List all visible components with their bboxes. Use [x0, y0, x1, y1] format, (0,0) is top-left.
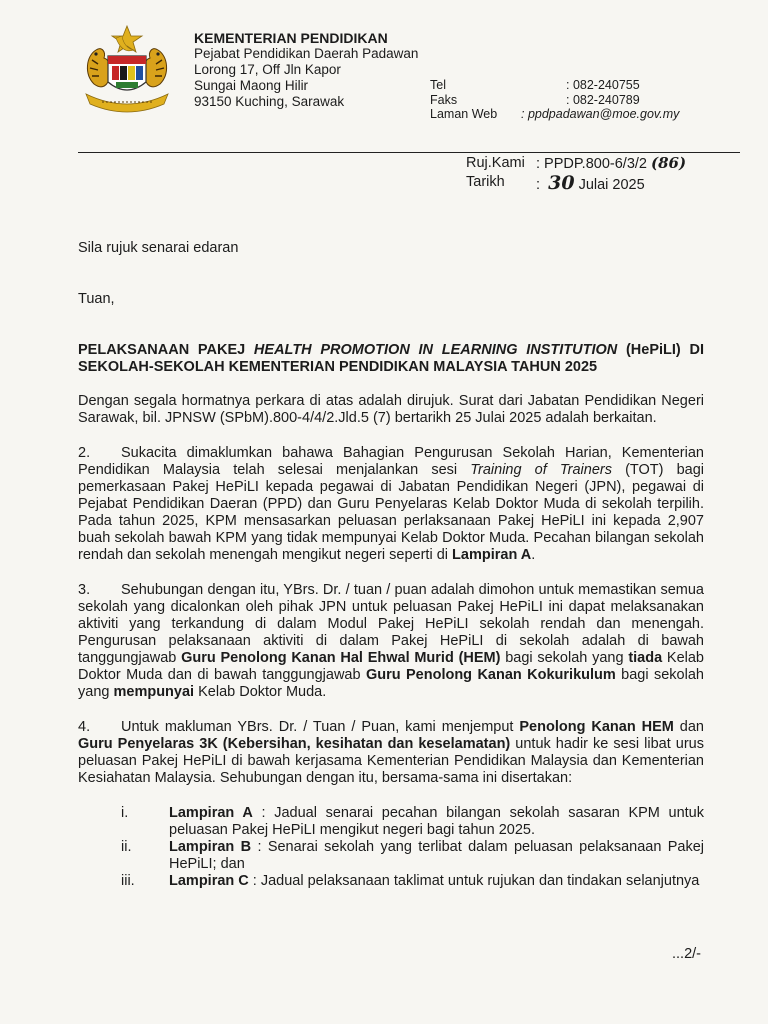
attachment-list — [78, 805, 704, 890]
header-divider — [78, 152, 740, 153]
reference-values — [536, 154, 686, 195]
page-continuation: ...2/- — [672, 946, 702, 962]
tarikh-month-year: Julai 2025 — [578, 177, 645, 193]
ruj-handwritten-number: (86) — [651, 154, 687, 172]
paragraph-1: Dengan segala hormatnya perkara di atas adalah dirujuk. Surat dari Jabatan Pendidikan Negeri Sarawak, bil. JPNSW (SPbM).800-4/4/2.Jld.5 (7) bertarikh 25 Julai 2025 adalah berkaitan. — [78, 393, 704, 426]
address-line: 93150 Kuching, Sarawak — [194, 94, 345, 109]
organization-name: KEMENTERIAN PENDIDIKAN — [194, 30, 388, 46]
crest-shield-icon — [108, 56, 146, 90]
salutation: Tuan, — [78, 291, 115, 307]
website-value: : ppdpadawan@moe.gov.my — [521, 107, 680, 121]
contact-labels — [430, 78, 497, 122]
address-line: Lorong 17, Off Jln Kapor — [194, 62, 341, 77]
recipient-line: Sila rujuk senarai edaran — [78, 240, 239, 256]
fax-label: Faks — [430, 92, 458, 107]
list-item: i. Lampiran A : Jadual senarai pecahan bilangan sekolah sasaran KPM untuk peluasan Pakej HePiLI mengikut negeri bagi tahun 2025. — [121, 805, 704, 838]
tarikh-label: Tarikh — [466, 174, 505, 190]
list-item: iii. Lampiran C : Jadual pelaksanaan taklimat untuk rujukan dan tindakan selanjutnya — [121, 873, 700, 889]
paragraph-3: 3. Sehubungan dengan itu, YBrs. Dr. / tuan / puan adalah dimohon untuk memastikan semua sekolah yang dicalonkan oleh pihak JPN untuk peluasan Pakej HePiLI ini dapat melaksanakan aktiviti yang terkandung di dalam Modul Pakej HePiLI sekolah rendah dan menengah. Pengurusan pelaksanaan aktiviti di dalam Pakej HePiLI di sekolah adalah di bawah tanggungjawab Guru Penolong Kanan Hal Ehwal Murid (HEM) bagi sekolah yang tiada Kelab Doktor Muda dan di bawah tanggungjawab Guru Penolong Kanan Kokurikulum bagi sekolah yang mempunyai Kelab Doktor Muda. — [78, 582, 704, 700]
paragraph-2: 2. Sukacita dimaklumkan bahawa Bahagian Pengurusan Sekolah Harian, Kementerian Pendidikan Malaysia telah selesai menjalankan sesi Training of Trainers (TOT) bagi pemerkasaan Pakej HePiLI kepada pegawai di Jabatan Pendidikan Negeri (JPN), pegawai di Pejabat Pendidikan Daeran (PPD) dan Guru Penyelaras Kelab Doktor Muda di sekolah terpilih. Pada tahun 2025, KPM mensasarkan peluasan perlaksanaan Pakej HePiLI ini kepada 2,907 buah sekolah bawah KPM yang tidak mempunyai Kelab Doktor Muda. Pecahan bilangan sekolah rendah dan sekolah menengah mengikut negeri seperti di Lampiran A. — [78, 445, 704, 563]
crest-left-tiger-icon — [87, 49, 110, 87]
malaysia-coat-of-arms-logo — [72, 24, 182, 114]
letter-body — [78, 240, 704, 890]
website-label: Laman Web — [430, 107, 498, 121]
crest-star-icon — [112, 26, 142, 52]
fax-value: : 082-240789 — [566, 92, 640, 107]
tarikh-colon: : — [536, 177, 541, 193]
crest-right-tiger-icon — [143, 49, 166, 87]
address-line: Pejabat Pendidikan Daerah Padawan — [194, 46, 419, 61]
letterhead — [194, 30, 418, 110]
reference-labels — [466, 154, 525, 192]
crest-ribbon-icon — [86, 94, 168, 112]
paragraph-4: 4. Untuk makluman YBrs. Dr. / Tuan / Puan, kami menjemput Penolong Kanan HEM dan Guru Penyelaras 3K (Kebersihan, kesihatan dan keselamatan) untuk hadir ke sesi libat urus peluasan Pakej HePiLI di bawah kerjasama Kementerian Pendidikan Malaysia dan Kementerian Kesiahatan Malaysia. Sehubungan dengan itu, bersama-sama ini disertakan: — [78, 719, 704, 786]
tel-value: : 082-240755 — [566, 78, 640, 92]
subject-heading: PELAKSANAAN PAKEJ HEALTH PROMOTION IN LEARNING INSTITUTION (HePiLI) DI SEKOLAH-SEKOLAH KEMENTERIAN PENDIDIKAN MALAYSIA TAHUN 2025 — [78, 342, 704, 375]
tel-label: Tel — [430, 78, 446, 92]
ruj-label: Ruj.Kami — [466, 155, 525, 171]
ruj-value: : PPDP.800-6/3/2 — [536, 156, 647, 172]
contact-values — [521, 78, 724, 122]
list-item: ii. Lampiran B : Senarai sekolah yang terlibat dalam peluasan pelaksanaan Pakej HePiLI; dan — [121, 839, 705, 872]
tarikh-handwritten-day: 30 — [548, 172, 575, 194]
address-line: Sungai Maong Hilir — [194, 78, 309, 93]
